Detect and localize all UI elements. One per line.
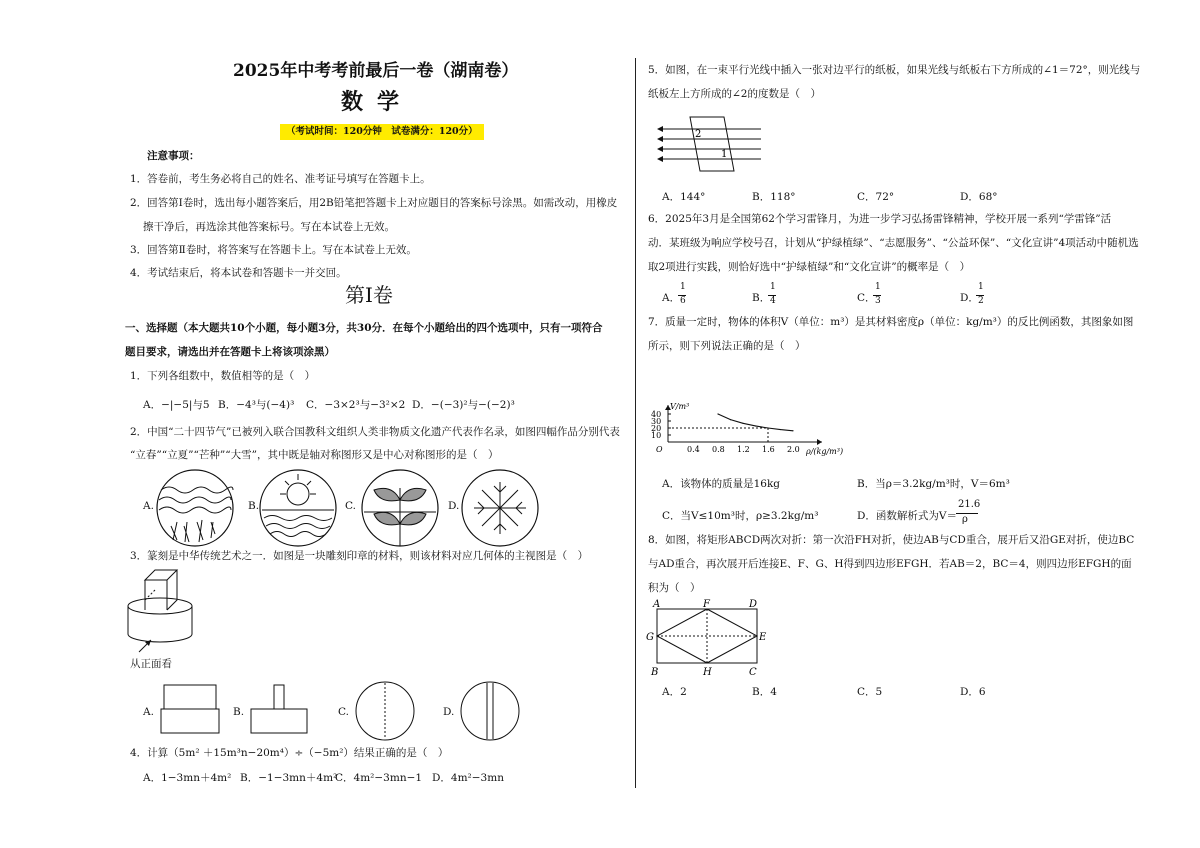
q2-option-c: C. <box>345 500 356 512</box>
q1-option-d: D．−(−3)²与−(−2)³ <box>412 399 515 411</box>
q5-option-a: A．144° <box>662 191 706 203</box>
section-heading: 题目要求，请选出并在答题卡上将该项涂黑） <box>125 346 335 358</box>
q3-view-d <box>460 681 522 743</box>
data-point <box>730 419 731 420</box>
q7-option-d: D．函数解析式为V＝ <box>857 510 958 522</box>
vertex-a-label: A <box>653 599 661 610</box>
rectangle-fold-figure <box>645 597 775 679</box>
q6-stem: 6．2025年3月是全国第62个学习雷锋月，为进一步学习弘扬雷锋精神，学校开展一系列“学雷锋”活 <box>648 213 1112 225</box>
q1-stem: 1．下列各组数中，数值相等的是（ ） <box>130 370 316 382</box>
parallel-light-figure <box>655 115 765 175</box>
q8-stem: 积为（ ） <box>648 582 701 594</box>
q7-option-c: C．当V≤10m³时，ρ≥3.2kg/m³ <box>662 510 819 522</box>
notes-heading: 注意事项： <box>147 150 200 162</box>
q5-stem: 纸板左上方所成的∠2的度数是（ ） <box>648 88 821 100</box>
vertex-h-label: H <box>703 667 712 678</box>
q8-option-b: B．4 <box>752 686 777 698</box>
q1-option-b: B．−4³与(−4)³ <box>218 399 295 411</box>
note-item: 3．回答第Ⅱ卷时，将答案写在答题卡上。写在本试卷上无效。 <box>130 244 417 256</box>
vertex-d-label: D <box>749 599 758 610</box>
x-axis-arrow <box>817 439 822 445</box>
vertex-g-label: G <box>646 632 654 643</box>
q5-option-b: B．118° <box>752 191 796 203</box>
volume-title: 第Ⅰ卷 <box>345 283 393 307</box>
q4-option-a: A．1−3mn＋4m² <box>143 772 232 784</box>
exam-title: 2025年中考考前最后一卷（湖南卷） <box>233 61 519 81</box>
solar-term-mangzhong-figure <box>360 468 442 550</box>
y-tick-label: 30 <box>651 417 662 426</box>
exam-info: （考试时间：120分钟 试卷满分：120分） <box>280 124 484 140</box>
q6-stem: 动．某班级为响应学校号召，计划从“护绿植绿”、“志愿服务”、“公益环保”、“文化宣讲”4项活动中随机选 <box>648 237 1139 249</box>
note-item: 4．考试结束后，将本试卷和答题卡一并交回。 <box>130 267 347 279</box>
note-item: 2．回答第Ⅰ卷时，选出每小题答案后，用2B铅笔把答题卡上对应题目的答案标号涂黑。如需改动，用橡皮 <box>130 197 618 209</box>
x-tick-label: 0.4 <box>687 445 700 454</box>
y-axis-label: V/m³ <box>670 402 690 411</box>
q2-stem: 2．中国“二十四节气”已被列入联合国教科文组织人类非物质文化遗产代表作名录，如图四幅作品分别代表 <box>130 426 620 438</box>
q3-view-c <box>355 681 417 743</box>
q1-option-c: C．−3×2³与−3²×2 <box>306 399 406 411</box>
q7-stem: 7．质量一定时，物体的体积V（单位：m³）是其材料密度ρ（单位：kg/m³）的反比例函数，其图象如图 <box>648 316 1134 328</box>
solar-term-daxue-figure <box>460 468 542 550</box>
q3-option-c: C. <box>338 706 349 718</box>
q3-option-a: A. <box>143 706 154 718</box>
q4-option-b: B．−1−3mn＋4m² <box>240 772 338 784</box>
q8-stem: 8．如图，将矩形ABCD两次对折：第一次沿FH对折，使边AB与CD重合，展开后又沿GE对折，使边BC <box>648 534 1135 546</box>
x-tick-label: 1.2 <box>737 445 750 454</box>
y-tick-label: 40 <box>651 410 662 419</box>
q2-option-d: D. <box>448 500 460 512</box>
q1-option-a: A．−|−5|与5 <box>143 399 210 411</box>
column-divider <box>635 58 636 788</box>
q5-option-c: C．72° <box>857 191 895 203</box>
inverse-proportion-chart <box>650 360 844 460</box>
data-point <box>742 423 743 424</box>
q3-option-d: D. <box>443 706 455 718</box>
solar-term-lixia-figure <box>258 468 340 550</box>
seal-solid-figure <box>125 570 205 660</box>
q7-option-d-denominator: ρ <box>962 514 968 525</box>
q4-option-d: D．4m²−3mn <box>432 772 504 784</box>
q8-option-a: A．2 <box>662 686 687 698</box>
vertex-f-label: F <box>703 599 710 610</box>
q4-stem: 4．计算（5m² ＋15m³n−20m⁴）÷（−5m²）结果正确的是（ ） <box>130 747 449 759</box>
q2-option-b: B. <box>248 500 260 512</box>
q5-stem: 5．如图，在一束平行光线中插入一张对边平行的纸板，如果光线与纸板右下方所成的∠1＝72°，则光线与 <box>648 64 1141 76</box>
x-tick-label: 0.8 <box>712 445 725 454</box>
q7-stem: 所示，则下列说法正确的是（ ） <box>648 340 806 352</box>
note-item: 1．答卷前，考生务必将自己的姓名、准考证号填写在答题卡上。 <box>130 173 431 185</box>
q7-option-d-numerator: 21.6 <box>958 499 981 510</box>
data-point <box>755 425 756 426</box>
origin-label: O <box>656 445 663 454</box>
q5-option-d: D．68° <box>960 191 998 203</box>
q8-option-c: C．5 <box>857 686 883 698</box>
q2-option-a: A. <box>143 500 154 512</box>
q7-option-a: A．该物体的质量是16kg <box>662 478 781 490</box>
x-axis-label: ρ/(kg/m³) <box>806 447 844 456</box>
data-point <box>792 430 793 431</box>
vertex-e-label: E <box>759 632 767 643</box>
vertex-c-label: C <box>749 667 757 678</box>
q3-view-b <box>250 684 310 736</box>
x-tick-label: 1.6 <box>762 445 775 454</box>
subject-title: 数学 <box>341 89 414 115</box>
q8-option-d: D．6 <box>960 686 986 698</box>
q3-stem: 3．篆刻是中华传统艺术之一．如图是一块雕刻印章的材料，则该材料对应几何体的主视图是（ ） <box>130 550 589 562</box>
section-heading: 一、选择题（本大题共10个小题，每小题3分，共30分．在每个小题给出的四个选项中，只有一项符合 <box>125 322 603 334</box>
q6-stem: 取2项进行实践，则恰好选中“护绿植绿”和“文化宣讲”的概率是（ ） <box>648 261 971 273</box>
front-view-label: 从正面看 <box>130 658 172 670</box>
q3-option-b: B. <box>233 706 245 718</box>
y-tick-label: 20 <box>651 424 662 433</box>
note-item: 擦干净后，再选涂其他答案标号。写在本试卷上无效。 <box>143 221 395 233</box>
q3-view-a <box>160 684 220 736</box>
angle-1-label: 1 <box>721 149 728 160</box>
q7-option-b: B．当ρ＝3.2kg/m³时，V＝6m³ <box>857 478 1010 490</box>
data-point <box>780 429 781 430</box>
y-tick-label: 10 <box>651 431 662 440</box>
x-tick-label: 2.0 <box>787 445 800 454</box>
solar-term-lichun-figure <box>155 468 237 550</box>
angle-2-label: 2 <box>695 129 702 140</box>
vertex-b-label: B <box>651 667 659 678</box>
q2-stem: “立春”“立夏”“芒种”“大雪”，其中既是轴对称图形又是中心对称图形的是（ ） <box>130 449 499 461</box>
q4-option-c: C．4m²−3mn−1 <box>335 772 423 784</box>
data-point <box>717 413 718 414</box>
q8-stem: 与AD重合，再次展开后连接E、F、G、H得到四边形EFGH．若AB＝2，BC＝4，则四边形EFGH的面 <box>648 558 1132 570</box>
